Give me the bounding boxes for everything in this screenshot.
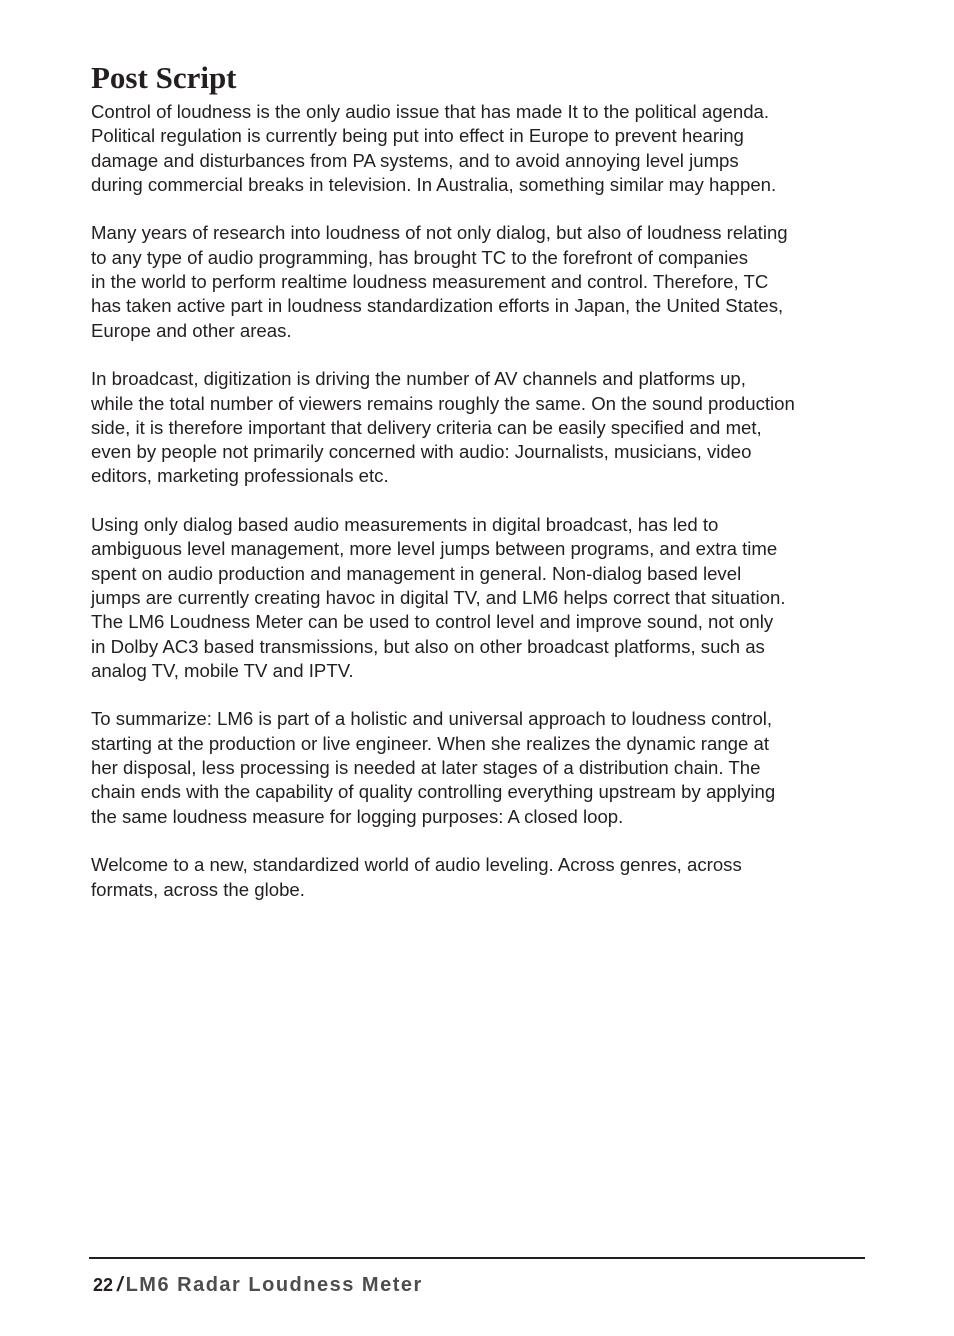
text-line: formats, across the globe. <box>91 878 305 900</box>
text-line: in the world to perform realtime loudness measurement and control. Therefore, TC <box>91 271 769 293</box>
page-title: Post Script <box>91 60 237 95</box>
document-title: LM6 Radar Loudness Meter <box>125 1274 423 1296</box>
text-line: while the total number of viewers remains roughly the same. On the sound production <box>91 392 795 414</box>
text-line: analog TV, mobile TV and IPTV. <box>91 659 354 681</box>
text-line: editors, marketing professionals etc. <box>91 465 389 487</box>
text-line: To summarize: LM6 is part of a holistic and universal approach to loudness control, <box>91 708 773 730</box>
text-line: during commercial breaks in television. In Australia, something similar may happen. <box>91 173 777 195</box>
paragraph <box>91 513 881 683</box>
text-line: In broadcast, digitization is driving the number of AV channels and platforms up, <box>91 368 746 390</box>
text-line: Welcome to a new, standardized world of audio leveling. Across genres, across <box>91 854 742 876</box>
page-footer <box>93 1272 423 1298</box>
text-line: starting at the production or live engineer. When she realizes the dynamic range at <box>91 732 770 754</box>
paragraph <box>91 707 881 828</box>
text-line: side, it is therefore important that delivery criteria can be easily specified and met, <box>91 416 762 438</box>
text-line: has taken active part in loudness standardization efforts in Japan, the United States, <box>91 295 784 317</box>
text-line: Political regulation is currently being put into effect in Europe to prevent hearing <box>91 125 744 147</box>
text-line: damage and disturbances from PA systems, and to avoid annoying level jumps <box>91 149 739 171</box>
text-line: even by people not primarily concerned with audio: Journalists, musicians, video <box>91 441 752 463</box>
text-line: The LM6 Loudness Meter can be used to control level and improve sound, not only <box>91 611 774 633</box>
text-line: Control of loudness is the only audio issue that has made It to the political agenda. <box>91 101 770 122</box>
text-line: to any type of audio programming, has brought TC to the forefront of companies <box>91 246 749 268</box>
page-number: 22 <box>93 1275 114 1295</box>
footer-divider <box>89 1257 865 1259</box>
text-line: spent on audio production and management in general. Non-dialog based level <box>91 562 742 584</box>
paragraph <box>91 221 881 342</box>
text-line: ambiguous level management, more level jumps between programs, and extra time <box>91 538 778 560</box>
text-line: Using only dialog based audio measurements in digital broadcast, has led to <box>91 514 719 536</box>
footer-separator: / <box>117 1274 123 1296</box>
text-line: in Dolby AC3 based transmissions, but also on other broadcast platforms, such as <box>91 635 765 657</box>
paragraph <box>91 367 881 488</box>
text-line: her disposal, less processing is needed at later stages of a distribution chain. The <box>91 757 761 779</box>
text-line: Europe and other areas. <box>91 319 292 341</box>
paragraph <box>91 100 881 197</box>
text-line: Many years of research into loudness of not only dialog, but also of loudness relating <box>91 222 788 244</box>
text-line: the same loudness measure for logging purposes: A closed loop. <box>91 805 624 827</box>
text-line: chain ends with the capability of quality controlling everything upstream by applying <box>91 781 776 803</box>
text-line: jumps are currently creating havoc in digital TV, and LM6 helps correct that situation. <box>91 586 786 608</box>
paragraph <box>91 853 881 902</box>
body-text <box>91 100 881 926</box>
